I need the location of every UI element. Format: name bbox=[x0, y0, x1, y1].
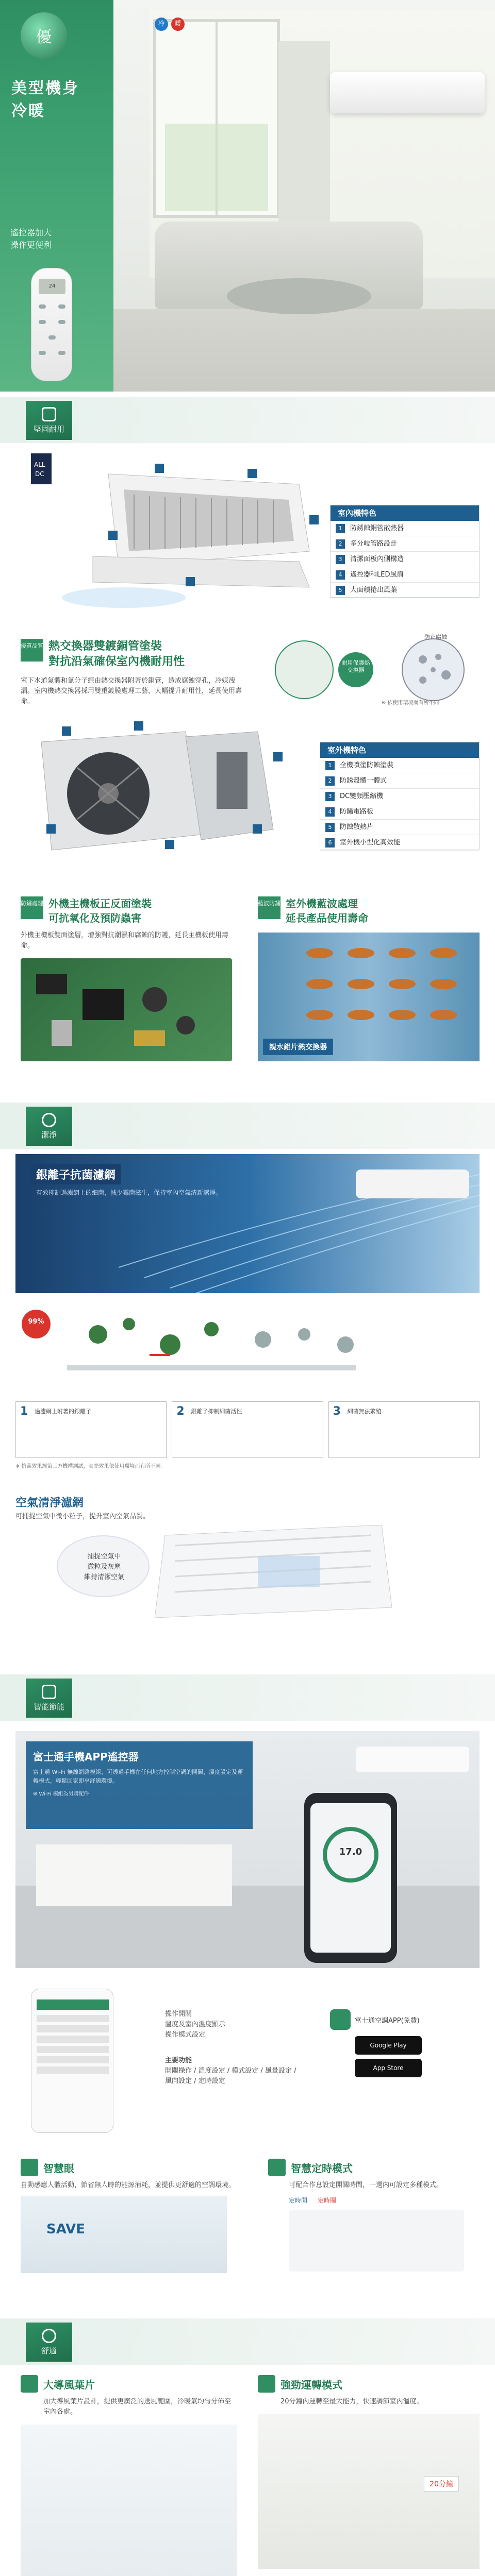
step-number: 2 bbox=[176, 1405, 185, 1418]
feature-text: DC變頻壓縮機 bbox=[340, 792, 384, 800]
filter-caption bbox=[58, 1552, 151, 1583]
wide-louver-body: 加大導風葉片設計，提供更廣泛的送風範圍，冷暖氣均勻分佈至室內各處。 bbox=[43, 2398, 232, 2416]
air-filter-svg bbox=[155, 1525, 392, 1618]
phone-temperature: 17.0 bbox=[339, 1846, 362, 1857]
pcb-title bbox=[48, 896, 152, 925]
feature-text: 遙控器和LED風扇 bbox=[350, 571, 404, 579]
filter-caption-line1: 捕捉空氣中 bbox=[87, 1553, 121, 1561]
coating-badge: 優質品質 bbox=[21, 639, 43, 662]
timer-image bbox=[289, 2210, 464, 2272]
bacteria-diagram bbox=[15, 1303, 480, 1391]
coating-block bbox=[21, 639, 258, 705]
section-label-durable: 堅固耐用 bbox=[33, 425, 64, 434]
power-mode-card bbox=[258, 2375, 480, 2576]
remote-button-icon bbox=[58, 320, 65, 324]
smart-timer-title: 智慧定時模式 bbox=[291, 2162, 353, 2175]
smart-eye-image bbox=[21, 2196, 227, 2273]
outdoor-features-head: 室外機特色 bbox=[320, 742, 479, 758]
feature-num: 4 bbox=[336, 570, 345, 580]
remote-button-icon bbox=[39, 304, 46, 309]
air-filter-subtitle: 可捕捉空氣中微小粒子，提升室內空氣品質。 bbox=[15, 1513, 150, 1520]
wide-louver-header bbox=[21, 2375, 237, 2393]
section-label-smart: 智能節能 bbox=[33, 1702, 64, 1711]
air-conditioner-image bbox=[330, 72, 485, 113]
app-feature-item: 溫度及室內溫度顯示 bbox=[165, 2021, 226, 2028]
section-header-comfort bbox=[0, 2318, 495, 2365]
pcb-board-image bbox=[21, 958, 232, 1061]
coating-body: 室下水道氣體和氯分子經由熱交換器附著於銅管，造成腐蝕穿孔，冷媒洩漏。室內機熱交換器採用雙重鍍膜處理工藝，大幅提升耐用性，延長使用壽命。 bbox=[21, 677, 242, 705]
app-download bbox=[330, 2009, 474, 2077]
feature-text: 多分岐管路設計 bbox=[350, 540, 398, 548]
silver-ion-title: 銀離子抗菌濾網 bbox=[31, 1164, 121, 1184]
feature-num: 1 bbox=[336, 524, 345, 533]
feature-num: 3 bbox=[336, 555, 345, 564]
fin-caption: 親水鋁片熱交換器 bbox=[263, 1039, 333, 1055]
step-number: 3 bbox=[333, 1405, 341, 1418]
step-text: 過濾網上附著的銀離子 bbox=[35, 1408, 91, 1415]
premium-badge: 優 bbox=[21, 12, 67, 59]
step-number: 1 bbox=[20, 1405, 28, 1418]
silver-ion-steps bbox=[15, 1401, 480, 1458]
step-text: 銀離子抑制細菌活性 bbox=[191, 1408, 242, 1415]
feature-row bbox=[331, 536, 479, 552]
feature-num: 5 bbox=[336, 586, 345, 595]
coating-title-line1: 熱交換器雙鍍銅管塗裝 bbox=[48, 640, 162, 653]
power-mode-title: 強勁運轉模式 bbox=[280, 2378, 342, 2391]
step-card bbox=[328, 1401, 480, 1458]
wide-louver-image bbox=[21, 2425, 237, 2576]
remote-caption-line1: 遙控器加大 bbox=[10, 228, 52, 238]
bolt-icon bbox=[258, 2375, 275, 2393]
pcb-components-svg bbox=[21, 958, 232, 1061]
feature-row bbox=[320, 773, 479, 789]
smart-timer-body: 可配合作息設定開關時間，一週內可設定多種模式。 bbox=[289, 2181, 443, 2189]
feature-row bbox=[320, 789, 479, 804]
indoor-features-head: 室內機特色 bbox=[331, 505, 479, 521]
feature-num: 4 bbox=[325, 807, 335, 817]
feature-row bbox=[320, 835, 479, 851]
feature-text: 大面積捲出風葉 bbox=[350, 586, 398, 594]
feature-text: 室外機小型化高效能 bbox=[340, 839, 401, 846]
app-main-functions bbox=[165, 2056, 299, 2087]
power-mode-image bbox=[258, 2414, 480, 2569]
outdoor-features-box bbox=[320, 742, 480, 850]
sparkle-icon bbox=[42, 1113, 56, 1127]
feature-row bbox=[320, 758, 479, 773]
app-main-functions-title: 主要功能 bbox=[165, 2057, 192, 2064]
pcb-title-line2: 可抗氧化及預防蟲害 bbox=[48, 912, 141, 924]
app-download-header bbox=[330, 2009, 474, 2030]
hero-banner bbox=[0, 0, 495, 392]
feature-row bbox=[331, 552, 479, 567]
hero-title-line1: 美型機身 bbox=[11, 79, 79, 97]
step-card bbox=[15, 1401, 167, 1458]
cool-mode-tag: 冷 bbox=[155, 18, 168, 31]
coffee-table-graphic bbox=[227, 278, 371, 314]
smart-eye-header bbox=[21, 2159, 237, 2176]
section-tag-clean bbox=[26, 1107, 72, 1146]
timer-legend bbox=[268, 2196, 480, 2205]
floor-graphic bbox=[113, 309, 495, 392]
app-store-button[interactable]: App Store bbox=[355, 2059, 422, 2077]
feature-row bbox=[331, 521, 479, 536]
feature-text: 防蝕散熱片 bbox=[340, 823, 374, 831]
bacteria-svg bbox=[15, 1303, 480, 1391]
section-tag-durable bbox=[26, 401, 72, 440]
eye-icon bbox=[21, 2159, 38, 2176]
google-play-button[interactable]: Google Play bbox=[355, 2036, 422, 2055]
app-download-title: 富士通空調APP(免費) bbox=[355, 2016, 420, 2025]
coating-right-circle-label: 防止腐蝕 bbox=[424, 634, 447, 640]
section-tag-comfort bbox=[26, 2323, 72, 2362]
shield-icon bbox=[42, 407, 56, 421]
air-filter-title: 空氣清淨濾網 bbox=[15, 1497, 84, 1510]
feature-text: 全機噴塗防蝕塗裝 bbox=[340, 761, 394, 769]
fin-title-line2: 延長產品使用壽命 bbox=[286, 912, 368, 924]
remote-display: 24 bbox=[39, 279, 65, 294]
section-header-clean bbox=[0, 1103, 495, 1149]
app-info-box bbox=[26, 1741, 253, 1829]
app-note: ※ Wi-Fi 模組為另購配件 bbox=[33, 1791, 89, 1797]
mode-tags bbox=[155, 18, 185, 31]
coating-left-circle-label: 耐用保護熱交換器 bbox=[341, 659, 370, 673]
pcb-title-line1: 外機主機板正反面塗裝 bbox=[48, 897, 152, 910]
smart-timer-header bbox=[268, 2159, 480, 2176]
silver-ion-footnote: ※ 抗菌效果經第三方機構測試，實際效果依使用環境而有所不同。 bbox=[15, 1464, 166, 1469]
remote-button-icon bbox=[58, 351, 65, 355]
remote-caption bbox=[10, 227, 52, 251]
fin-title-line1: 室外機藍波處理 bbox=[286, 897, 358, 910]
coating-comparison-graphic bbox=[268, 634, 485, 706]
pcb-badge: 防鏽處理 bbox=[21, 896, 43, 919]
outdoor-unit-diagram bbox=[31, 721, 309, 866]
power-time-badge: 20分鐘 bbox=[424, 2476, 459, 2492]
svg-text:ALL: ALL bbox=[34, 461, 45, 468]
outdoor-unit-exploded-image bbox=[31, 721, 309, 866]
app-body: 富士通 Wi-Fi 無線網路模組，可透過手機在任何地方控制空調的開關，溫度設定及運轉模式，輕鬆回家即享舒適環境。 bbox=[33, 1769, 243, 1784]
heat-mode-tag: 暖 bbox=[171, 18, 185, 31]
step-text: 細菌無法繁殖 bbox=[347, 1408, 382, 1415]
remote-button-icon bbox=[39, 351, 46, 355]
pcb-body: 外機主機板雙面塗層，增強對抗潮濕和腐蝕的防護，延長主機板使用壽命。 bbox=[21, 931, 229, 950]
feature-num: 6 bbox=[325, 838, 335, 848]
smart-timer-card bbox=[268, 2159, 480, 2293]
pcb-coating-card bbox=[21, 896, 237, 1066]
wide-louver-title: 大導風葉片 bbox=[43, 2378, 95, 2391]
feature-num: 1 bbox=[325, 761, 335, 770]
step-card bbox=[172, 1401, 323, 1458]
section-header-durable bbox=[0, 397, 495, 443]
fin-badge: 藍波防鏽 bbox=[258, 896, 280, 919]
clock-icon bbox=[268, 2159, 286, 2176]
hero-title-line2: 冷暖 bbox=[11, 102, 45, 120]
timer-off-label: 定時關 bbox=[318, 2197, 337, 2204]
indoor-features-box bbox=[330, 505, 480, 598]
filter-caption-line2: 微粒及灰塵 bbox=[87, 1563, 121, 1571]
app-screen-svg bbox=[31, 1989, 114, 2133]
app-icon bbox=[330, 2009, 351, 2030]
remote-control-image bbox=[31, 268, 72, 381]
filter-caption-line3: 維持清潔空氣 bbox=[84, 1573, 124, 1581]
coating-note: ※ 依使用環境而有所不同 bbox=[382, 700, 439, 706]
feature-row bbox=[320, 820, 479, 835]
app-main-functions-body: 開關操作 / 溫度設定 / 模式設定 / 風量設定 / 風向設定 / 定時設定 bbox=[165, 2067, 296, 2085]
indoor-unit-diagram bbox=[31, 453, 320, 618]
silver-ion-body: 有效抑制過濾網上的細菌，減少霉菌滋生，保持室內空氣清新潔淨。 bbox=[36, 1189, 222, 1196]
smile-icon bbox=[42, 2329, 56, 2343]
feature-num: 2 bbox=[336, 539, 345, 549]
feature-text: 防銹蝕銅管散熱器 bbox=[350, 524, 404, 532]
section-label-clean: 潔淨 bbox=[41, 1130, 57, 1140]
app-title: 富士通手機APP遙控器 bbox=[33, 1751, 139, 1763]
smart-eye-title: 智慧眼 bbox=[43, 2162, 74, 2175]
fan-icon bbox=[21, 2375, 38, 2393]
feature-row bbox=[331, 583, 479, 598]
air-filter-image bbox=[155, 1525, 392, 1618]
app-banner bbox=[15, 1731, 480, 1968]
fin-title bbox=[286, 896, 368, 925]
power-mode-header bbox=[258, 2375, 480, 2393]
coating-title bbox=[48, 639, 185, 670]
smart-eye-card bbox=[21, 2159, 237, 2293]
feature-num: 2 bbox=[325, 776, 335, 786]
power-mode-body: 20分鐘內運轉至最大能力，快速調節室內溫度。 bbox=[280, 2398, 423, 2405]
coating-title-line2: 對抗沿氣確保室內機耐用性 bbox=[48, 655, 185, 668]
indoor-unit-exploded-image bbox=[31, 453, 320, 618]
silver-ion-banner bbox=[15, 1154, 480, 1293]
feature-row bbox=[320, 804, 479, 820]
remote-button-icon bbox=[39, 320, 46, 324]
feature-num: 5 bbox=[325, 823, 335, 832]
timer-on-label: 定時開 bbox=[289, 2197, 308, 2204]
app-feature-item: 操作模式設定 bbox=[165, 2031, 206, 2039]
fin-heat-exchanger-image bbox=[258, 933, 480, 1061]
remote-button-icon bbox=[48, 335, 56, 340]
save-label: SAVE bbox=[46, 2222, 85, 2237]
coating-comparison-svg bbox=[268, 634, 485, 706]
remote-caption-line2: 操作更便利 bbox=[10, 240, 52, 250]
svg-text:DC: DC bbox=[35, 470, 44, 478]
remote-button-icon bbox=[58, 304, 65, 309]
app-feature-item: 操作開關 bbox=[165, 2010, 192, 2018]
smart-eye-body: 自動感應人體活動，節省無人時的能源消耗，並提供更舒適的空調環境。 bbox=[21, 2181, 236, 2189]
section-label-comfort: 舒適 bbox=[41, 2346, 57, 2355]
section-tag-smart bbox=[26, 1679, 72, 1718]
feature-num: 3 bbox=[325, 792, 335, 801]
wide-louver-card bbox=[21, 2375, 237, 2576]
filter-caption-bubble bbox=[57, 1535, 150, 1597]
feature-text: 防銹殼體一體式 bbox=[340, 777, 387, 785]
feature-text: 防鏽電路板 bbox=[340, 808, 374, 816]
app-screen-mock bbox=[31, 1989, 113, 2133]
feature-text: 清潔面板內側構造 bbox=[350, 555, 404, 563]
app-feature-list bbox=[165, 2009, 237, 2040]
chip-icon bbox=[42, 1685, 56, 1699]
hero-title bbox=[11, 77, 79, 123]
feature-row bbox=[331, 567, 479, 583]
fin-coating-card bbox=[258, 896, 480, 1066]
section-header-smart bbox=[0, 1674, 495, 1721]
percent-badge: 99% bbox=[28, 1318, 44, 1326]
